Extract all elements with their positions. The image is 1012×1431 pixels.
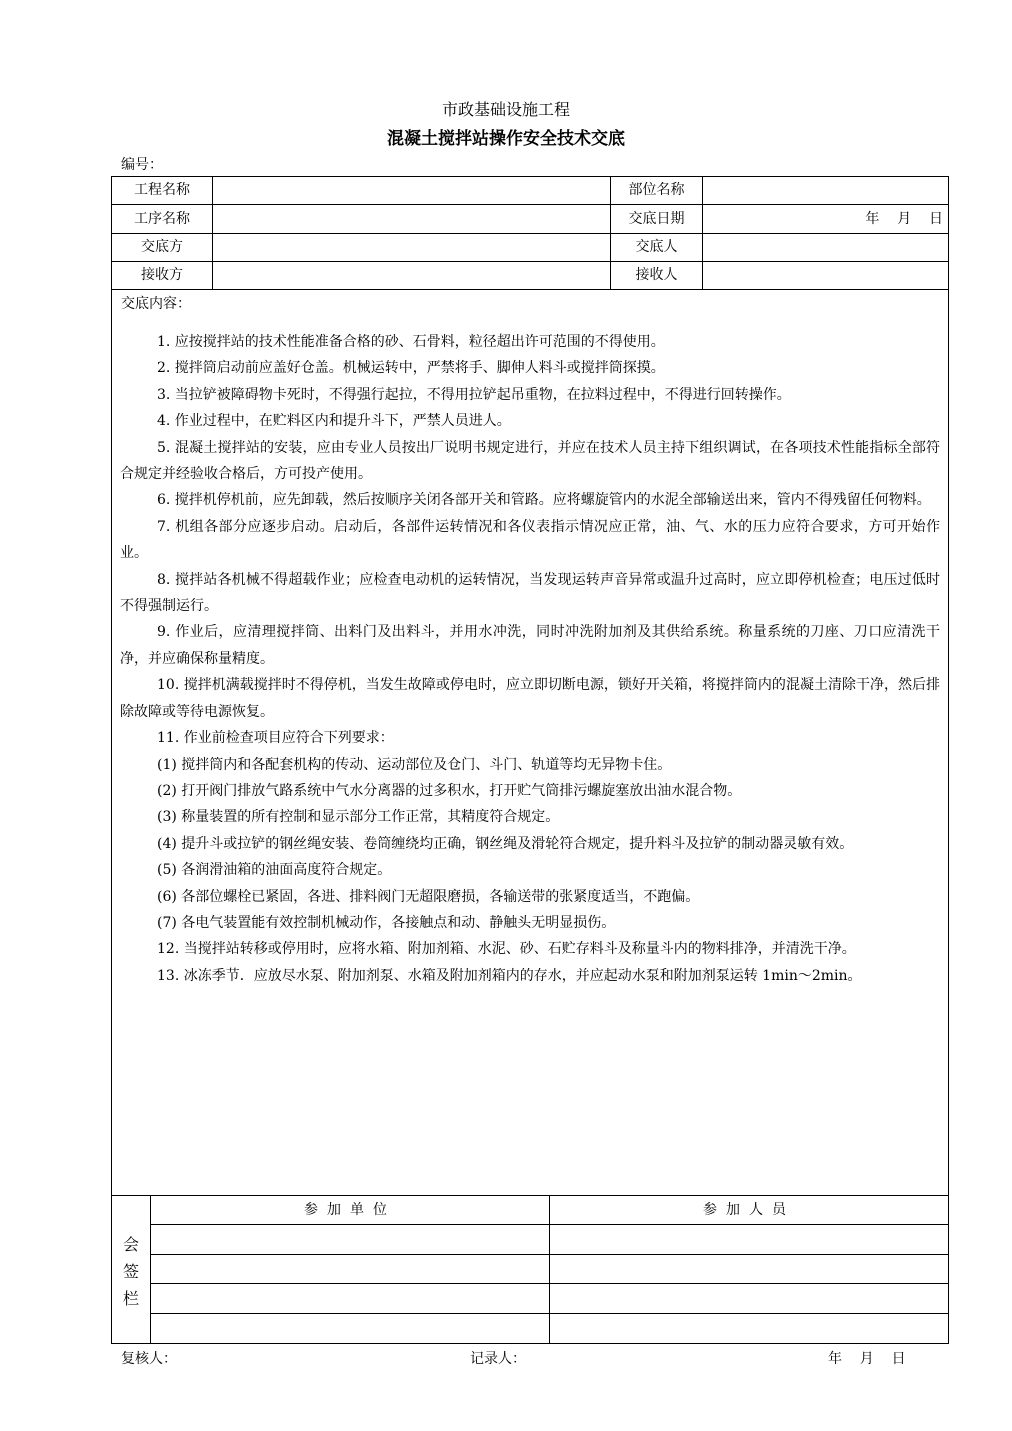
discloser-party-field[interactable] (213, 233, 610, 261)
participating-person-header: 参加人员 (703, 1202, 795, 1218)
receiver-person-field[interactable] (703, 261, 948, 289)
list-item: (4) 提升斗或拉铲的钢丝绳安装、卷筒缠绕均正确，钢丝绳及滑轮符合规定，提升料斗及拉铲的制动器灵敏有效。 (157, 835, 854, 852)
sign-side-char: 栏 (122, 1289, 139, 1308)
content-list (120, 329, 940, 989)
list-item: 12. 当搅拌站转移或停用时，应将水箱、附加剂箱、水泥、砂、石贮存料斗及称量斗内的物料排净，并清洗干净。 (157, 941, 856, 958)
list-item: 3. 当拉铲被障碍物卡死时，不得强行起拉，不得用拉铲起吊重物，在拉料过程中，不得进行回转操作。 (157, 386, 791, 403)
discloser-person-label: 交底人 (635, 239, 678, 255)
receiver-party-label: 接收方 (141, 267, 183, 283)
footer-date: 年 月 日 (828, 1351, 906, 1367)
list-item: 8. 搅拌站各机械不得超载作业；应检查电动机的运转情况，当发现运转声音异常或温升过高时，应立即停机检查；电压过低时不得强制运行。 (120, 571, 940, 615)
disclosure-date-field[interactable]: 年 月 日 (865, 211, 943, 227)
content-label: 交底内容： (121, 296, 191, 312)
receiver-person-label: 接收人 (635, 267, 678, 283)
participating-unit-header: 参加单位 (304, 1202, 396, 1218)
list-item: 6. 搅拌机停机前，应先卸载，然后按顺序关闭各部开关和管路。应将螺旋管内的水泥全部输送出来，管内不得残留任何物料。 (157, 492, 931, 509)
list-item: 11. 作业前检查项目应符合下列要求： (157, 730, 394, 747)
discloser-party-label: 交底方 (141, 239, 183, 255)
info-row-divider (111, 289, 949, 290)
receiver-party-field[interactable] (213, 261, 610, 289)
list-item: 7. 机组各部分应逐步启动。启动后，各部件运转情况和各仪表指示情况应正常，油、气、水的压力应符合要求，方可开始作业。 (120, 518, 940, 562)
list-item: (6) 各部位螺栓已紧固，各进、排料阀门无超限磨损，各输送带的张紧度适当，不跑偏。 (157, 888, 700, 905)
recorder-label: 记录人： (470, 1351, 526, 1367)
sign-row-divider (150, 1224, 949, 1225)
list-item: 1. 应按搅拌站的技术性能准备合格的砂、石骨料，粒径超出许可范围的不得使用。 (157, 334, 665, 350)
sign-row-divider (150, 1283, 949, 1284)
process-name-field[interactable] (213, 205, 610, 233)
reviewer-label: 复核人： (121, 1351, 177, 1367)
list-item: (2) 打开阀门排放气路系统中气水分离器的过多积水，打开贮气筒排污螺旋塞放出油水混合物。 (157, 782, 742, 799)
serial-number-label: 编号： (121, 157, 163, 173)
list-item: (5) 各润滑油箱的油面高度符合规定。 (157, 862, 392, 879)
project-name-field[interactable] (213, 176, 610, 204)
sign-side-char: 签 (122, 1262, 139, 1281)
process-name-label: 工序名称 (134, 211, 190, 227)
sign-row-divider (150, 1313, 949, 1314)
list-item: 2. 搅拌筒启动前应盖好仓盖。机械运转中，严禁将手、脚伸人料斗或搅拌筒探摸。 (157, 360, 665, 377)
list-item: (7) 各电气装置能有效控制机械动作，各接触点和动、静触头无明显损伤。 (157, 914, 616, 931)
document-title: 混凝土搅拌站操作安全技术交底 (387, 129, 625, 149)
document-subtitle: 市政基础设施工程 (441, 100, 570, 119)
table-border-bottom (111, 1343, 949, 1344)
project-name-label: 工程名称 (134, 182, 190, 198)
list-item: 13. 冰冻季节．应放尽水泵、附加剂泵、水箱及附加剂箱内的存水，并应起动水泵和附加剂泵运转 1min～2min。 (157, 967, 862, 984)
part-name-field[interactable] (703, 176, 948, 204)
list-item: (3) 称量装置的所有控制和显示部分工作正常，其精度符合规定。 (157, 809, 560, 826)
disclosure-date-label: 交底日期 (628, 211, 685, 227)
sign-row-divider (150, 1254, 949, 1255)
list-item: 4. 作业过程中，在贮料区内和提升斗下，严禁人员进人。 (157, 413, 511, 430)
list-item: 9. 作业后，应清理搅拌筒、出料门及出料斗，并用水冲洗，同时冲洗附加剂及其供给系统。称量系统的刀座、刀口应清洗干净，并应确保称量精度。 (120, 624, 940, 667)
list-item: 5. 混凝土搅拌站的安装，应由专业人员按出厂说明书规定进行，并应在技术人员主持下组织调试，在各项技术性能指标全部符合规定并经验收合格后，方可投产使用。 (120, 439, 940, 483)
list-item: (1) 搅拌筒内和各配套机构的传动、运动部位及仓门、斗门、轨道等均无异物卡住。 (157, 756, 672, 773)
table-border-left (111, 176, 112, 1344)
part-name-label: 部位名称 (628, 182, 685, 198)
table-border-right (948, 176, 949, 1344)
discloser-person-field[interactable] (703, 233, 948, 261)
list-item: 10. 搅拌机满载搅拌时不得停机，当发生故障或停电时，应立即切断电源，锁好开关箱，将搅拌筒内的混凝土清除干净，然后排除故障或等待电源恢复。 (120, 677, 940, 720)
sign-side-char: 会 (122, 1235, 139, 1254)
